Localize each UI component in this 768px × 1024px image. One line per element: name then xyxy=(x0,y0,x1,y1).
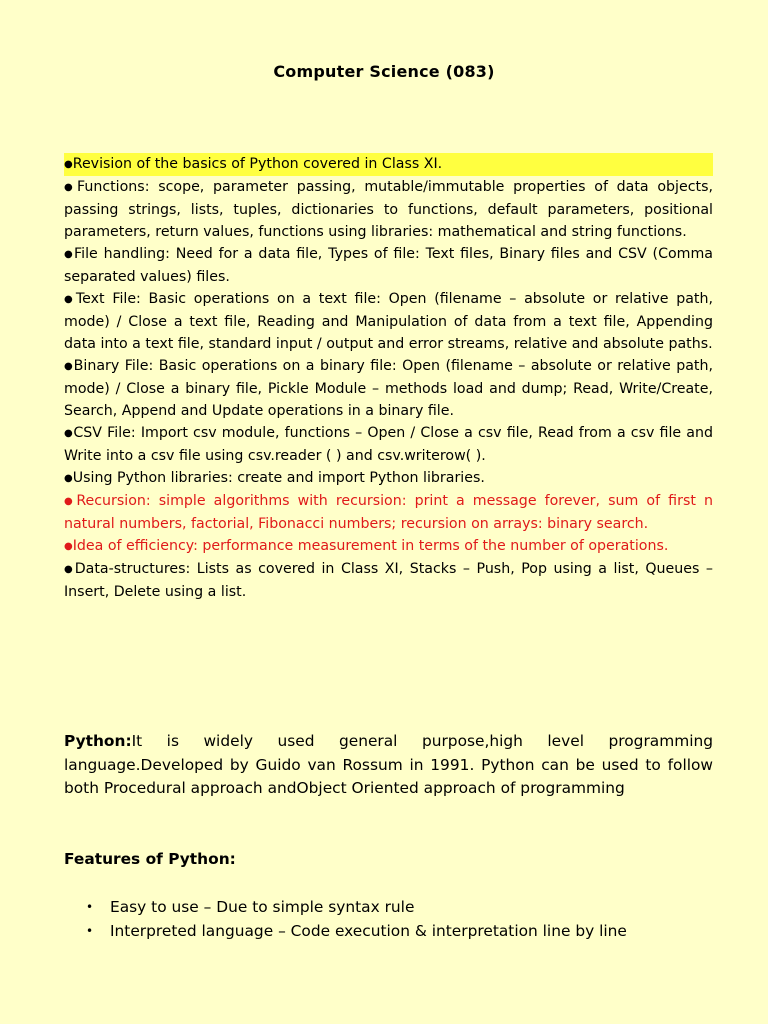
bullet-icon: ● xyxy=(64,182,77,193)
page-title: Computer Science (083) xyxy=(273,62,495,81)
bullet-icon: ● xyxy=(64,541,73,552)
syllabus-item-text: Binary File: Basic operations on a binary file: Open (filename – absolute or relative path, mode) / Close a binary file, Pickle Module – methods load and dump; Read, Write/Create, Search, Append and Update operations in a binary file. xyxy=(64,358,713,419)
bullet-icon: ● xyxy=(64,496,77,507)
syllabus-item xyxy=(64,288,713,355)
feature-item xyxy=(86,896,627,920)
bullet-icon: ● xyxy=(64,473,73,484)
syllabus-item-text: Idea of efficiency: performance measurement in terms of the number of operations. xyxy=(72,538,669,554)
bullet-icon: ● xyxy=(64,159,73,170)
syllabus-item xyxy=(64,535,713,558)
features-heading: Features of Python: xyxy=(64,850,236,868)
syllabus-item xyxy=(64,153,713,176)
bullet-icon: • xyxy=(86,923,94,938)
feature-item-text: Interpreted language – Code execution & interpretation line by line xyxy=(110,921,627,940)
feature-item-text: Easy to use – Due to simple syntax rule xyxy=(110,898,415,916)
syllabus-item-text: Data-structures: Lists as covered in Class XI, Stacks – Push, Pop using a list, Queues – Insert, Delete using a list. xyxy=(64,561,713,600)
syllabus-item-text: Using Python libraries: create and import Python libraries. xyxy=(72,470,485,486)
python-intro-text: It is widely used general purpose,high level programming language.Developed by Guido van Rossum in 1991. Python can be used to follow both Procedural approach andObject Oriented approach of programming xyxy=(64,732,713,797)
syllabus-item-text: CSV File: Import csv module, functions – Open / Close a csv file, Read from a csv file and Write into a csv file using csv.reader ( ) and csv.writerow( ). xyxy=(64,425,713,464)
syllabus-item xyxy=(64,558,713,603)
syllabus-item xyxy=(64,422,713,467)
syllabus-item xyxy=(64,355,713,422)
python-label: Python: xyxy=(64,732,132,750)
syllabus-item-text: Functions: scope, parameter passing, mutable/immutable properties of data objects, passing strings, lists, tuples, dictionaries to functions, default parameters, positional parameters, return values, functions using libraries: mathematical and string functions. xyxy=(64,179,713,240)
syllabus-item xyxy=(64,467,713,490)
syllabus-item-text: File handling: Need for a data file, Types of file: Text files, Binary files and CSV (Comma separated values) files. xyxy=(64,246,713,285)
syllabus-list xyxy=(64,153,713,603)
feature-item xyxy=(86,920,627,944)
syllabus-item-text: Revision of the basics of Python covered in Class XI. xyxy=(72,156,443,172)
bullet-icon: ● xyxy=(64,564,75,575)
bullet-icon: ● xyxy=(64,249,75,260)
syllabus-item-text: Recursion: simple algorithms with recursion: print a message forever, sum of first n natural numbers, factorial, Fibonacci numbers; recursion on arrays: binary search. xyxy=(64,493,713,532)
syllabus-item xyxy=(64,243,713,288)
syllabus-item xyxy=(64,490,713,535)
bullet-icon: ● xyxy=(64,294,76,305)
python-intro-paragraph xyxy=(64,730,713,801)
bullet-icon: • xyxy=(86,900,94,914)
features-list xyxy=(86,896,627,943)
syllabus-item xyxy=(64,176,713,243)
bullet-icon: ● xyxy=(64,361,74,372)
syllabus-item-text: Text File: Basic operations on a text file: Open (filename – absolute or relative path, mode) / Close a text file, Reading and Manipulation of data from a text file, Appending data into a text file, standard input / output and error streams, relative and absolute paths. xyxy=(64,291,713,352)
bullet-icon: ● xyxy=(64,428,74,439)
